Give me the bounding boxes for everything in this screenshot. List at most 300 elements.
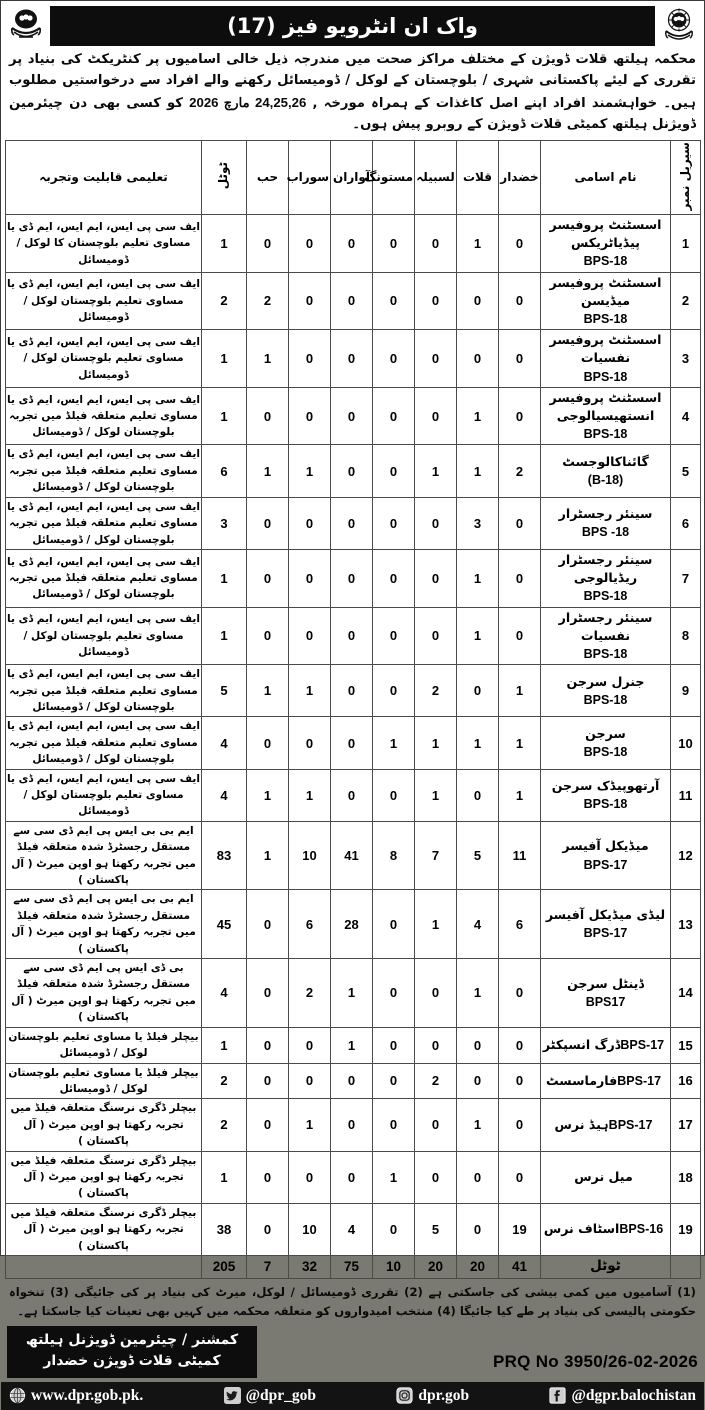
row-count-awaran: 0 (331, 1099, 373, 1151)
row-count-total: 1 (202, 214, 247, 272)
col-header-khuzdar: خضدار (499, 140, 541, 214)
row-post-title: اسٹاف نرس (543, 1221, 620, 1237)
row-post-bps: BPS-17 (617, 1073, 662, 1088)
row-serial: 13 (671, 890, 701, 959)
row-count-hub: 1 (247, 445, 289, 497)
row-serial: 17 (671, 1099, 701, 1151)
row-count-hub: 0 (247, 1203, 289, 1255)
col-header-kalat: قلات (457, 140, 499, 214)
row-count-khuzdar: 0 (499, 607, 541, 665)
row-count-surab: 0 (289, 214, 331, 272)
row-count-total: 83 (202, 821, 247, 890)
row-count-mastung: 0 (373, 549, 415, 607)
row-serial: 3 (671, 330, 701, 388)
row-count-hub: 0 (247, 1099, 289, 1151)
table-row (6, 665, 701, 717)
row-count-total: 1 (202, 607, 247, 665)
row-count-kalat: 0 (457, 769, 499, 821)
table-row (6, 769, 701, 821)
globe-icon (9, 1387, 26, 1404)
row-count-awaran: 0 (331, 387, 373, 445)
row-count-khuzdar: 0 (499, 1027, 541, 1063)
row-serial: 19 (671, 1203, 701, 1255)
row-count-mastung: 0 (373, 607, 415, 665)
row-count-mastung: 0 (373, 769, 415, 821)
row-count-hub: 0 (247, 387, 289, 445)
row-serial: 1 (671, 214, 701, 272)
table-row (6, 959, 701, 1028)
row-post-name (541, 1063, 671, 1099)
row-count-surab: 10 (289, 821, 331, 890)
row-count-lasbela: 1 (415, 890, 457, 959)
table-row (6, 497, 701, 549)
row-count-lasbela: 0 (415, 497, 457, 549)
row-serial: 5 (671, 445, 701, 497)
col-header-serial (671, 140, 701, 214)
row-count-surab: 0 (289, 330, 331, 388)
table-row (6, 387, 701, 445)
row-qualification: ایف سی پی ایس، ایم ایس، ایم ڈی یا مساوی تعلیم متعلقہ فیلڈ میں تجربہ بلوچستان لوکل / ڈومیسائل (6, 445, 202, 497)
row-count-surab: 1 (289, 769, 331, 821)
row-count-awaran: 0 (331, 769, 373, 821)
row-count-kalat: 0 (457, 1151, 499, 1203)
row-count-khuzdar: 6 (499, 890, 541, 959)
row-count-total: 45 (202, 890, 247, 959)
row-serial: 10 (671, 717, 701, 769)
row-post-name (541, 214, 671, 272)
total-count-khuzdar: 41 (499, 1255, 541, 1278)
row-count-awaran: 4 (331, 1203, 373, 1255)
row-count-awaran: 0 (331, 445, 373, 497)
row-qualification: ایف سی پی ایس، ایم ایس، ایم ڈی یا مساوی تعلیم متعلقہ فیلڈ میں تجربہ بلوچستان لوکل / ڈومیسائل (6, 497, 202, 549)
twitter-link[interactable] (224, 1387, 316, 1405)
row-post-name (541, 890, 671, 959)
row-count-mastung: 0 (373, 1063, 415, 1099)
row-post-name (541, 1027, 671, 1063)
row-count-kalat: 0 (457, 1063, 499, 1099)
row-count-awaran: 0 (331, 1063, 373, 1099)
row-qualification: ایم بی بی ایس پی ایم ڈی سی سے مستقل رجسٹرڈ شدہ متعلقہ فیلڈ میں تجربہ رکھتا ہو اوپن میرٹ ( آل پاکستان ) (6, 821, 202, 890)
row-count-surab: 1 (289, 665, 331, 717)
row-count-khuzdar: 1 (499, 665, 541, 717)
row-post-bps: BPS-18 (583, 692, 628, 707)
row-post-title: سینئر رجسٹرار نفسیات (558, 609, 653, 643)
row-count-lasbela: 0 (415, 387, 457, 445)
facebook-handle: @dgpr.balochistan (571, 1386, 696, 1404)
table-row (6, 607, 701, 665)
row-count-awaran: 41 (331, 821, 373, 890)
row-count-surab: 1 (289, 1099, 331, 1151)
row-count-lasbela: 1 (415, 717, 457, 769)
row-count-khuzdar: 19 (499, 1203, 541, 1255)
row-post-bps: BPS-18 (583, 312, 628, 327)
row-serial: 8 (671, 607, 701, 665)
row-count-surab: 0 (289, 272, 331, 330)
row-count-mastung: 0 (373, 387, 415, 445)
total-row-serial-blank (671, 1255, 701, 1278)
row-count-lasbela: 1 (415, 769, 457, 821)
row-post-name (541, 387, 671, 445)
row-count-mastung: 0 (373, 959, 415, 1028)
row-post-title: ہیڈ نرس (554, 1116, 609, 1132)
twitter-icon (224, 1387, 241, 1404)
row-count-awaran: 1 (331, 959, 373, 1028)
row-count-hub: 0 (247, 1063, 289, 1099)
table-row (6, 1063, 701, 1099)
table-row (6, 1027, 701, 1063)
row-post-bps: BPS-16 (619, 1222, 664, 1237)
row-count-khuzdar: 0 (499, 214, 541, 272)
row-count-total: 38 (202, 1203, 247, 1255)
row-count-hub: 0 (247, 497, 289, 549)
row-count-kalat: 1 (457, 1099, 499, 1151)
row-qualification: بی ڈی ایس پی ایم ڈی سی سے مستقل رجسٹرڈ شدہ متعلقہ فیلڈ میں تجربہ رکھتا ہو اوپن میرٹ ( آل پاکستان ) (6, 959, 202, 1028)
row-count-total: 4 (202, 717, 247, 769)
row-count-kalat: 3 (457, 497, 499, 549)
row-qualification: ایف سی پی ایس، ایم ایس، ایم ڈی یا مساوی تعلیم متعلقہ فیلڈ میں تجربہ بلوچستان لوکل / ڈومیسائل (6, 387, 202, 445)
col-header-mastung: مستونگ (373, 140, 415, 214)
row-count-kalat: 4 (457, 890, 499, 959)
row-count-hub: 0 (247, 717, 289, 769)
row-count-total: 2 (202, 272, 247, 330)
authority-line-1: کمشنر / چیئرمین ڈویژنل ہیلتھ (25, 1331, 239, 1348)
notice-text-part1: محکمہ ہیلتھ قلات ڈویژن کے مختلف مراکز صحت میں مندرجہ ذیل خالی اسامیوں پر کنٹریکٹ کی بنیاد پر تقرری کے لیئے پاکستانی شہری / بلوچستان کے لوکل / ڈومیسائل رکھنے والے افراد سے درخواستیں مطلوب ہیں۔ خواہشمند افراد اپنے اصل کاغذات کے ہمراہ مورخہ , (9, 52, 697, 111)
row-count-hub: 0 (247, 890, 289, 959)
page-header (1, 1, 704, 47)
row-count-surab: 0 (289, 497, 331, 549)
footer-row (1, 1324, 704, 1382)
table-header-row (6, 140, 701, 214)
balochistan-government-emblem-right (659, 6, 699, 46)
row-post-bps: BPS-17 (620, 1037, 665, 1052)
row-count-surab: 1 (289, 445, 331, 497)
row-post-title: لیڈی میڈیکل آفیسر (545, 907, 666, 923)
col-header-hub: حب (247, 140, 289, 214)
row-count-hub: 1 (247, 821, 289, 890)
row-count-awaran: 0 (331, 272, 373, 330)
row-serial: 7 (671, 549, 701, 607)
row-post-bps: BPS-17 (608, 1117, 653, 1132)
row-count-kalat: 0 (457, 665, 499, 717)
col-header-surab: سوراب (289, 140, 331, 214)
table-row (6, 330, 701, 388)
row-post-title: سینئر رجسٹرار ریڈیالوجی (558, 551, 653, 586)
col-header-qualification: تعلیمی قابلیت وتجربہ (6, 140, 202, 214)
row-count-kalat: 0 (457, 330, 499, 388)
row-count-total: 6 (202, 445, 247, 497)
row-count-surab: 0 (289, 549, 331, 607)
row-count-awaran: 0 (331, 1151, 373, 1203)
instagram-handle: dpr.gob (418, 1386, 470, 1404)
row-count-mastung: 0 (373, 1203, 415, 1255)
row-post-name (541, 272, 671, 330)
issuing-authority-stamp (7, 1326, 257, 1378)
row-post-title: اسسٹنٹ پروفیسر انستھیسیالوجی (549, 389, 662, 424)
total-count-surab: 32 (289, 1255, 331, 1278)
total-count-kalat: 20 (457, 1255, 499, 1278)
row-count-total: 2 (202, 1063, 247, 1099)
row-count-surab: 0 (289, 1151, 331, 1203)
row-count-awaran: 0 (331, 214, 373, 272)
authority-line-2: کمیٹی قلات ڈویژن خضدار (43, 1352, 221, 1369)
row-count-kalat: 0 (457, 1203, 499, 1255)
row-post-name (541, 1203, 671, 1255)
row-count-mastung: 0 (373, 1099, 415, 1151)
row-count-khuzdar: 0 (499, 1151, 541, 1203)
row-count-khuzdar: 11 (499, 821, 541, 890)
row-serial: 2 (671, 272, 701, 330)
col-header-total (202, 140, 247, 214)
row-post-name (541, 445, 671, 497)
row-qualification: ایف سی پی ایس، ایم ایس، ایم ڈی یا مساوی تعلیم متعلقہ فیلڈ میں تجربہ بلوچستان لوکل / ڈومیسائل (6, 717, 202, 769)
table-total-row (6, 1255, 701, 1278)
col-header-serial-label: سیریل نمبر (677, 141, 692, 210)
row-count-total: 1 (202, 330, 247, 388)
table-row (6, 821, 701, 890)
row-count-khuzdar: 0 (499, 272, 541, 330)
col-header-total-label: ٹوٹل (216, 162, 231, 190)
facebook-link[interactable] (549, 1387, 696, 1405)
row-post-title: گائناکالوجسٹ (562, 453, 649, 469)
row-count-lasbela: 0 (415, 1099, 457, 1151)
row-count-lasbela: 0 (415, 607, 457, 665)
row-count-lasbela: 0 (415, 1151, 457, 1203)
row-count-hub: 0 (247, 1027, 289, 1063)
row-post-title: جنرل سرجن (566, 673, 645, 689)
row-post-title: میل نرس (574, 1169, 633, 1185)
row-serial: 4 (671, 387, 701, 445)
row-post-title: اسسٹنٹ پروفیسر میڈیسن (549, 274, 662, 308)
col-header-post-name: نام اسامی (541, 140, 671, 214)
row-count-khuzdar: 0 (499, 549, 541, 607)
row-count-awaran: 0 (331, 607, 373, 665)
row-count-khuzdar: 1 (499, 769, 541, 821)
row-count-mastung: 0 (373, 497, 415, 549)
table-row (6, 214, 701, 272)
row-count-kalat: 1 (457, 607, 499, 665)
total-count-grand: 205 (202, 1255, 247, 1278)
row-post-title: میڈیکل آفیسر (562, 838, 649, 854)
row-count-mastung: 0 (373, 272, 415, 330)
row-count-total: 1 (202, 1027, 247, 1063)
row-count-surab: 2 (289, 959, 331, 1028)
table-row (6, 445, 701, 497)
row-post-name (541, 1151, 671, 1203)
row-post-name (541, 717, 671, 769)
row-count-hub: 0 (247, 549, 289, 607)
row-count-total: 1 (202, 549, 247, 607)
vacancy-table (5, 140, 701, 1279)
row-post-bps: BPS-17 (583, 926, 628, 941)
row-post-bps: BPS-18 (583, 369, 628, 384)
row-post-name (541, 821, 671, 890)
row-count-mastung: 1 (373, 717, 415, 769)
table-row (6, 1151, 701, 1203)
row-count-mastung: 8 (373, 821, 415, 890)
row-count-surab: 0 (289, 607, 331, 665)
row-count-lasbela: 2 (415, 665, 457, 717)
row-count-hub: 1 (247, 769, 289, 821)
row-post-bps: BPS -18 (581, 525, 630, 540)
total-row-qualification-blank (6, 1255, 202, 1278)
row-count-surab: 10 (289, 1203, 331, 1255)
row-serial: 12 (671, 821, 701, 890)
row-post-name (541, 959, 671, 1028)
row-qualification: ایف سی پی ایس، ایم ایس، ایم ڈی یا مساوی تعلیم بلوچستان کا لوکل / ڈومیسائل (6, 214, 202, 272)
row-count-hub: 1 (247, 330, 289, 388)
row-count-lasbela: 0 (415, 1027, 457, 1063)
row-count-awaran: 0 (331, 549, 373, 607)
row-count-kalat: 1 (457, 387, 499, 445)
row-count-kalat: 1 (457, 717, 499, 769)
row-count-lasbela: 5 (415, 1203, 457, 1255)
row-post-title: اسسٹنٹ پروفیسر نفسیات (549, 332, 662, 366)
row-qualification: ایف سی پی ایس، ایم ایس، ایم ڈی یا مساوی تعلیم متعلقہ فیلڈ میں تجربہ بلوچستان لوکل / ڈومیسائل (6, 665, 202, 717)
row-post-name (541, 1099, 671, 1151)
row-count-total: 4 (202, 769, 247, 821)
row-count-hub: 0 (247, 607, 289, 665)
row-qualification: ایف سی پی ایس، ایم ایس، ایم ڈی یا مساوی تعلیم بلوچستان لوکل / ڈومیسائل (6, 607, 202, 665)
total-count-hub: 7 (247, 1255, 289, 1278)
row-count-hub: 0 (247, 959, 289, 1028)
row-post-bps: BPS-18 (583, 254, 628, 269)
row-count-total: 1 (202, 387, 247, 445)
interview-dates: 24,25,26 مارچ 2026 (189, 94, 307, 110)
row-count-total: 5 (202, 665, 247, 717)
row-qualification: بیچلر فیلڈ یا مساوی تعلیم بلوچستان لوکل / ڈومیسائل (6, 1027, 202, 1063)
row-qualification: بیچلر ڈگری نرسنگ متعلقہ فیلڈ میں تجربہ رکھتا ہو اوپن میرٹ ( آل پاکستان ) (6, 1151, 202, 1203)
row-count-lasbela: 0 (415, 330, 457, 388)
vacancy-table-wrapper (1, 140, 704, 1279)
website-link[interactable] (9, 1387, 143, 1405)
table-row (6, 549, 701, 607)
instagram-link[interactable] (396, 1387, 469, 1405)
row-count-surab: 6 (289, 890, 331, 959)
row-post-title: آرتھوپیڈک سرجن (551, 778, 660, 794)
row-count-khuzdar: 0 (499, 1063, 541, 1099)
total-count-lasbela: 20 (415, 1255, 457, 1278)
row-post-title: سرجن (585, 725, 626, 741)
row-count-awaran: 0 (331, 665, 373, 717)
row-post-name (541, 769, 671, 821)
row-count-total: 3 (202, 497, 247, 549)
table-row (6, 890, 701, 959)
total-count-mastung: 10 (373, 1255, 415, 1278)
row-post-title: ڈرگ انسپکٹر (542, 1036, 621, 1052)
table-row (6, 1203, 701, 1255)
balochistan-government-emblem-left (6, 6, 46, 46)
row-count-lasbela: 0 (415, 272, 457, 330)
row-count-surab: 0 (289, 1063, 331, 1099)
row-post-bps: BPS-18 (583, 589, 628, 604)
row-serial: 16 (671, 1063, 701, 1099)
row-count-khuzdar: 0 (499, 959, 541, 1028)
row-qualification: بیچلر ڈگری نرسنگ متعلقہ فیلڈ میں تجربہ رکھتا ہو اوپن میرٹ ( آل پاکستان ) (6, 1203, 202, 1255)
row-count-total: 1 (202, 1151, 247, 1203)
row-post-name (541, 607, 671, 665)
table-row (6, 272, 701, 330)
row-count-lasbela: 0 (415, 214, 457, 272)
row-post-name (541, 549, 671, 607)
page-title: واک ان انٹرویو فیز (17) (50, 6, 655, 46)
prq-number: PRQ No 3950/26-02-2026 (492, 1351, 698, 1371)
row-post-name (541, 497, 671, 549)
row-count-khuzdar: 0 (499, 1099, 541, 1151)
row-count-hub: 2 (247, 272, 289, 330)
row-count-kalat: 1 (457, 214, 499, 272)
conditions-text: (1) آسامیوں میں کمی بیشی کی جاسکتی ہے (2) تقرری ڈومیسائل / لوکل، میرٹ کی بنیاد پر کی جائیگی (3) تنخواہ حکومتی پالیسی کی بنیاد پر طے کیا جائیگا (4) منتخب امیدواروں کو متعلقہ محکمہ میں کہیں بھی تعینات کیا جاسکتا ہے۔ (9, 1284, 696, 1319)
row-post-title: فارماسسٹ (545, 1072, 618, 1088)
row-post-bps: BPS-18 (583, 427, 628, 442)
row-qualification: ایف سی پی ایس، ایم ایس، ایم ڈی یا مساوی تعلیم بلوچستان لوکل / ڈومیسائل (6, 330, 202, 388)
row-count-lasbela: 7 (415, 821, 457, 890)
notice-text-part2: کو کسی بھی دن چیئرمین ڈویژنل ہیلتھ کمیٹی قلات ڈویژن کے روبرو پیش ہوں۔ (9, 95, 696, 133)
row-count-mastung: 1 (373, 1151, 415, 1203)
row-qualification: ایم بی بی ایس پی ایم ڈی سی سے مستقل رجسٹرڈ شدہ متعلقہ فیلڈ میں تجربہ رکھتا ہو اوپن میرٹ ( آل پاکستان ) (6, 890, 202, 959)
row-serial: 15 (671, 1027, 701, 1063)
row-count-mastung: 0 (373, 665, 415, 717)
row-count-awaran: 0 (331, 717, 373, 769)
row-count-total: 4 (202, 959, 247, 1028)
row-post-title: اسسٹنٹ پروفیسر پیڈیاٹریکس (549, 216, 662, 251)
row-post-title: سینئر رجسٹرار (558, 506, 653, 522)
row-serial: 18 (671, 1151, 701, 1203)
row-count-khuzdar: 0 (499, 387, 541, 445)
row-count-surab: 0 (289, 387, 331, 445)
row-count-mastung: 0 (373, 1027, 415, 1063)
row-count-total: 2 (202, 1099, 247, 1151)
row-count-mastung: 0 (373, 445, 415, 497)
row-count-kalat: 0 (457, 1027, 499, 1063)
table-row (6, 1099, 701, 1151)
twitter-handle: @dpr_gob (245, 1386, 317, 1404)
table-body (6, 214, 701, 1278)
row-post-bps: BPS-18 (583, 745, 628, 760)
col-header-awaran: آواران (331, 140, 373, 214)
total-count-awaran: 75 (331, 1255, 373, 1278)
row-count-kalat: 5 (457, 821, 499, 890)
total-row-label: ٹوٹل (541, 1255, 671, 1278)
row-serial: 14 (671, 959, 701, 1028)
row-count-surab: 0 (289, 717, 331, 769)
row-post-name (541, 665, 671, 717)
row-count-kalat: 1 (457, 445, 499, 497)
row-count-khuzdar: 0 (499, 497, 541, 549)
row-qualification: ایف سی پی ایس، ایم ایس، ایم ڈی یا مساوی تعلیم بلوچستان لوکل / ڈومیسائل (6, 272, 202, 330)
row-count-hub: 1 (247, 665, 289, 717)
row-serial: 9 (671, 665, 701, 717)
row-count-lasbela: 1 (415, 445, 457, 497)
table-row (6, 717, 701, 769)
row-post-bps: BPS-17 (583, 857, 628, 872)
row-count-awaran: 0 (331, 497, 373, 549)
row-qualification: بیچلر فیلڈ یا مساوی تعلیم بلوچستان لوکل / ڈومیسائل (6, 1063, 202, 1099)
row-count-awaran: 0 (331, 330, 373, 388)
row-qualification: ایف سی پی ایس، ایم ایس، ایم ڈی یا مساوی تعلیم بلوچستان لوکل / ڈومیسائل (6, 769, 202, 821)
row-count-kalat: 0 (457, 272, 499, 330)
row-count-mastung: 0 (373, 890, 415, 959)
col-header-lasbela: لسبیلہ (415, 140, 457, 214)
row-qualification: بیچلر ڈگری نرسنگ متعلقہ فیلڈ میں تجربہ رکھتا ہو اوپن میرٹ ( آل پاکستان ) (6, 1099, 202, 1151)
row-count-awaran: 28 (331, 890, 373, 959)
row-count-awaran: 1 (331, 1027, 373, 1063)
row-count-lasbela: 0 (415, 549, 457, 607)
row-count-khuzdar: 0 (499, 330, 541, 388)
row-count-hub: 0 (247, 214, 289, 272)
row-count-kalat: 1 (457, 549, 499, 607)
row-count-khuzdar: 2 (499, 445, 541, 497)
row-count-lasbela: 2 (415, 1063, 457, 1099)
